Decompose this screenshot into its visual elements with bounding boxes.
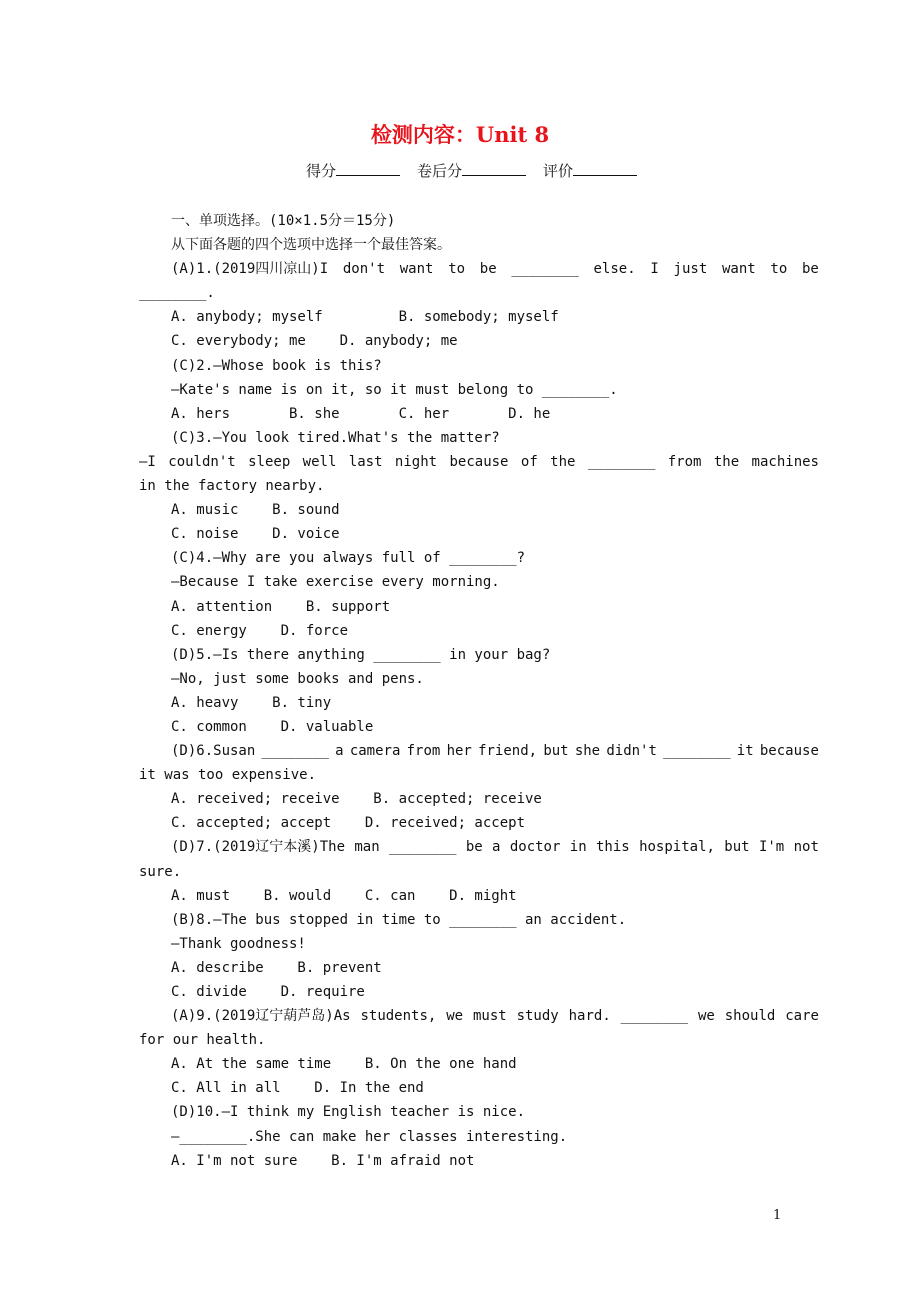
question-word: well (302, 453, 337, 470)
question-word: study (516, 1008, 559, 1025)
question-word: —I (139, 453, 156, 470)
question-word: because (759, 743, 819, 760)
question-word: a (492, 839, 501, 856)
question-line: in the factory nearby. (139, 478, 325, 495)
question-word: ________ (261, 743, 329, 760)
option-line: A. music B. sound (171, 502, 340, 519)
question-word: don't (342, 261, 386, 278)
question-word: friend, (478, 743, 538, 760)
question-line: sure. (139, 863, 182, 880)
question-word: we (446, 1008, 464, 1025)
evaluation-blank (573, 161, 637, 176)
option-line: A. hers B. she C. her D. he (171, 405, 551, 422)
question-line (139, 450, 819, 474)
question-word: ________ (663, 743, 731, 760)
question-line: —No, just some books and pens. (171, 670, 424, 687)
final-score-label: 卷后分 (417, 162, 463, 180)
question-word: machines (751, 453, 819, 470)
question-word: I (650, 261, 659, 278)
question-line: it was too expensive. (139, 767, 317, 784)
question-word: be (801, 261, 819, 278)
question-word: she (574, 743, 601, 760)
score-line (306, 160, 637, 182)
question-word: night (394, 453, 438, 470)
option-line: A. I'm not sure B. I'm afraid not (171, 1152, 475, 1169)
question-word: doctor (509, 839, 561, 856)
option-line: A. describe B. prevent (171, 959, 382, 976)
question-line: (D)10.—I think my English teacher is nice. (171, 1104, 526, 1121)
question-word: (A)1.(2019四川凉山)I (171, 261, 329, 278)
question-line: (B)8.—The bus stopped in time to ________ an accident. (171, 911, 627, 928)
question-line: —________.She can make her classes interesting. (171, 1128, 568, 1145)
option-line: C. common D. valuable (171, 718, 374, 735)
score-label: 得分 (306, 162, 337, 180)
option-line: A. received; receive B. accepted; receive (171, 791, 542, 808)
question-word: but (724, 839, 750, 856)
section-instruction: 从下面各题的四个选项中选择一个最佳答案。 (171, 237, 451, 254)
question-line: —Because I take exercise every morning. (171, 574, 500, 591)
question-word: this (596, 839, 630, 856)
score-blank (336, 161, 400, 176)
question-word: (D)7.(2019辽宁本溪)The (171, 839, 346, 856)
question-word: we (698, 1008, 715, 1025)
question-line: —Thank goodness! (171, 935, 306, 952)
question-word: to (448, 261, 466, 278)
question-word: ________ (620, 1008, 689, 1025)
option-line: A. must B. would C. can D. might (171, 887, 517, 904)
question-word: man (354, 839, 380, 856)
option-line: C. noise D. voice (171, 526, 340, 543)
section-heading: 一、单项选择。(10×1.5分＝15分) (171, 213, 396, 229)
question-word: couldn't (168, 453, 236, 470)
final-score-blank (462, 161, 526, 176)
question-word: to (770, 261, 788, 278)
question-line (139, 835, 819, 859)
question-word: (C)3.—You look tired.What's the matter? (171, 429, 500, 446)
exam-content (139, 209, 819, 1173)
question-word: (A)9.(2019辽宁葫芦岛)As (171, 1008, 351, 1025)
option-line: C. accepted; accept D. received; accept (171, 815, 526, 832)
question-line (139, 257, 819, 281)
question-word: of (520, 453, 538, 470)
question-line: (C)4.—Why are you always full of ________? (171, 550, 526, 567)
option-line: A. anybody; myself B. somebody; myself (171, 309, 559, 326)
question-word: from (406, 743, 441, 760)
option-line: C. All in all D. In the end (171, 1080, 424, 1097)
question-line: ________. (139, 285, 215, 302)
question-line: for our health. (139, 1032, 266, 1049)
question-word: ________ (389, 839, 457, 856)
question-word: because (449, 453, 509, 470)
question-word: in (569, 839, 587, 856)
page-title: 检测内容：Unit 8 (370, 122, 550, 147)
option-line: A. attention B. support (171, 598, 391, 615)
option-line: A. heavy B. tiny (171, 694, 332, 711)
option-line: A. At the same time B. On the one hand (171, 1056, 517, 1073)
question-line: —Kate's name is on it, so it must belong to ________. (171, 381, 618, 398)
question-word: be (465, 839, 483, 856)
question-line: (C)2.—Whose book is this? (171, 357, 382, 374)
question-word: (D)6.Susan (171, 743, 256, 760)
question-word: ________ (511, 261, 579, 278)
question-word: it (736, 743, 754, 760)
option-line: C. divide D. require (171, 984, 365, 1000)
question-word: her (446, 743, 472, 760)
question-word: be (479, 261, 497, 278)
evaluation-label: 评价 (543, 162, 574, 180)
question-word: I'm (758, 839, 785, 856)
question-word: want (721, 261, 756, 278)
question-word: should (724, 1008, 776, 1025)
question-word: from (667, 453, 702, 470)
question-word: care (785, 1008, 819, 1025)
question-word: else. (593, 261, 636, 278)
question-line: (D)5.—Is there anything ________ in your bag? (171, 646, 551, 663)
question-word: hospital, (639, 839, 715, 856)
question-line (139, 426, 819, 450)
question-word: hard. (568, 1008, 611, 1025)
question-word: just (673, 261, 708, 278)
question-word: must (472, 1008, 507, 1025)
question-word: not (793, 839, 819, 856)
question-word: the (713, 453, 740, 470)
option-line: C. energy D. force (171, 622, 349, 639)
question-word: last (348, 453, 383, 470)
question-word: but (543, 743, 569, 760)
page-number: 1 (773, 1208, 782, 1223)
question-word: a (335, 743, 344, 760)
question-word: sleep (248, 453, 291, 470)
question-word: want (399, 261, 434, 278)
question-word: students, (360, 1008, 437, 1025)
question-word: the (550, 453, 576, 470)
question-line (139, 1004, 819, 1028)
question-word: camera (349, 743, 401, 760)
question-line (139, 739, 819, 763)
option-line: C. everybody; me D. anybody; me (171, 333, 458, 350)
question-word: ________ (587, 453, 656, 470)
question-word: didn't (606, 743, 657, 760)
